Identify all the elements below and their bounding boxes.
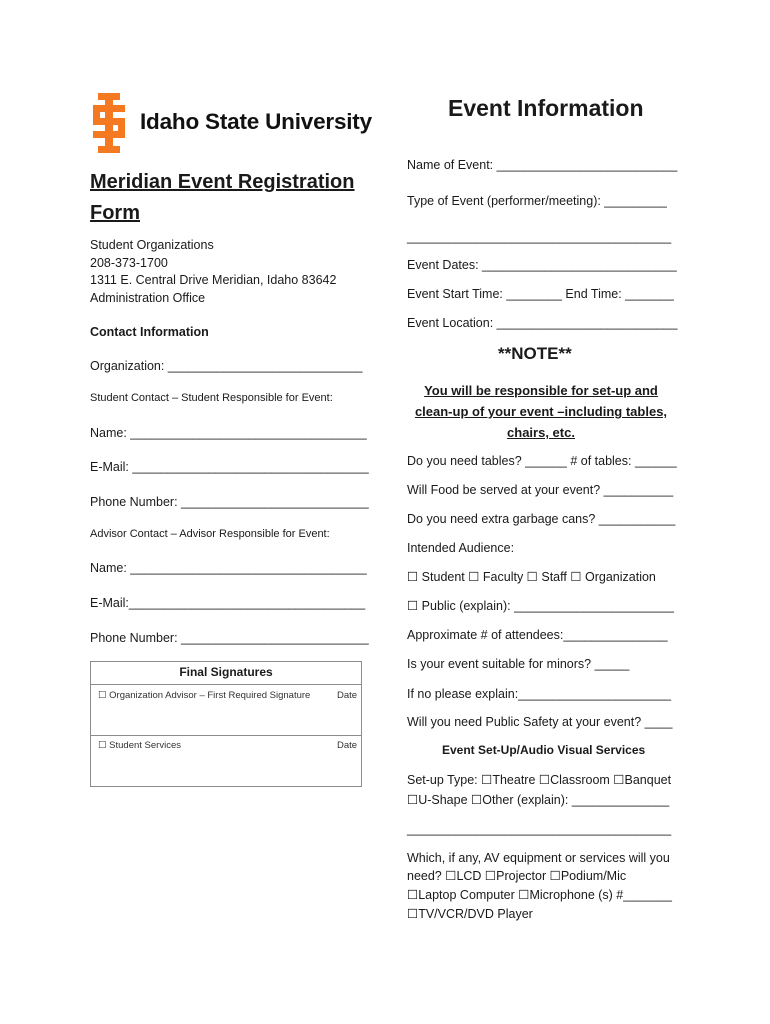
minors-field[interactable]: Is your event suitable for minors? _____	[407, 657, 630, 671]
setup-type-options[interactable]: Set-up Type: ☐Theatre ☐Classroom ☐Banquet	[407, 773, 672, 787]
garbage-field[interactable]: Do you need extra garbage cans? ___________	[407, 512, 676, 526]
divider	[91, 684, 361, 685]
event-name-field[interactable]: Name of Event: __________________________	[407, 158, 678, 172]
office-line: Student Organizations	[90, 238, 214, 252]
explain-field[interactable]: If no please explain:______________________	[407, 687, 672, 701]
advisor-contact-heading: Advisor Contact – Advisor Responsible for Event:	[90, 528, 330, 540]
tables-field[interactable]: Do you need tables? ______ # of tables: ______	[407, 454, 677, 468]
signature-box	[90, 661, 362, 787]
note-heading: **NOTE**	[498, 344, 572, 363]
advisor-date-label: Date	[337, 690, 358, 701]
office-line: Administration Office	[90, 290, 206, 305]
organization-field[interactable]: Organization: ____________________________	[90, 359, 363, 373]
student-contact-heading: Student Contact – Student Responsible for Event:	[90, 392, 333, 404]
signature-title: Final Signatures	[179, 665, 273, 679]
public-safety-field[interactable]: Will you need Public Safety at your event? ____	[407, 715, 673, 729]
event-type-field[interactable]: Type of Event (performer/meeting): _________	[407, 194, 667, 208]
student-services-checkbox[interactable]: ☐ Student Services	[98, 740, 181, 751]
advisor-signature-checkbox[interactable]: ☐ Organization Advisor – First Required Signature	[98, 690, 311, 701]
setup-warning: You will be responsible for set-up and clean-up of your event –including tables, chairs, etc.	[414, 383, 668, 440]
advisor-phone-field[interactable]: Phone Number: ___________________________	[90, 631, 369, 645]
office-phone: 208-373-1700	[90, 255, 168, 270]
event-type-line2[interactable]: ______________________________________	[407, 230, 672, 244]
isu-logo-icon	[90, 93, 128, 153]
av-options-2[interactable]: ☐Laptop Computer ☐Microphone (s) #_______	[407, 888, 672, 902]
audience-options[interactable]: ☐ Student ☐ Faculty ☐ Staff ☐ Organization	[407, 570, 656, 584]
advisor-name-field[interactable]: Name: __________________________________	[90, 561, 367, 575]
audience-public-field[interactable]: ☐ Public (explain): _______________________	[407, 599, 674, 613]
event-info-title: Event Information	[448, 95, 644, 121]
event-location-field[interactable]: Event Location: __________________________	[407, 316, 678, 330]
setup-heading: Event Set-Up/Audio Visual Services	[442, 743, 646, 757]
logo-text: Idaho State University	[140, 109, 372, 134]
av-options-3[interactable]: ☐TV/VCR/DVD Player	[407, 907, 533, 921]
form-title: Meridian Event Registration Form	[90, 171, 355, 224]
services-date-label: Date	[337, 740, 358, 751]
event-time-field[interactable]: Event Start Time: ________ End Time: _______	[407, 287, 674, 301]
food-field[interactable]: Will Food be served at your event? __________	[407, 483, 674, 497]
advisor-email-field[interactable]: E-Mail:__________________________________	[90, 596, 366, 610]
student-phone-field[interactable]: Phone Number: ___________________________	[90, 495, 369, 509]
divider	[91, 735, 361, 736]
av-question: Which, if any, AV equipment or services will you	[407, 851, 670, 865]
student-name-field[interactable]: Name: __________________________________	[90, 426, 367, 440]
setup-type-options-2[interactable]: ☐U-Shape ☐Other (explain): ______________	[407, 793, 670, 807]
office-info	[90, 237, 336, 307]
contact-heading: Contact Information	[90, 325, 209, 339]
attendees-field[interactable]: Approximate # of attendees:_______________	[407, 628, 668, 642]
student-email-field[interactable]: E-Mail: __________________________________	[90, 460, 369, 474]
av-options-1[interactable]: need? ☐LCD ☐Projector ☐Podium/Mic	[407, 869, 627, 883]
audience-label: Intended Audience:	[407, 541, 515, 555]
event-dates-field[interactable]: Event Dates: ____________________________	[407, 258, 677, 272]
setup-explain-line[interactable]: ______________________________________	[407, 822, 672, 836]
office-address: 1311 E. Central Drive Meridian, Idaho 83642	[90, 273, 337, 287]
